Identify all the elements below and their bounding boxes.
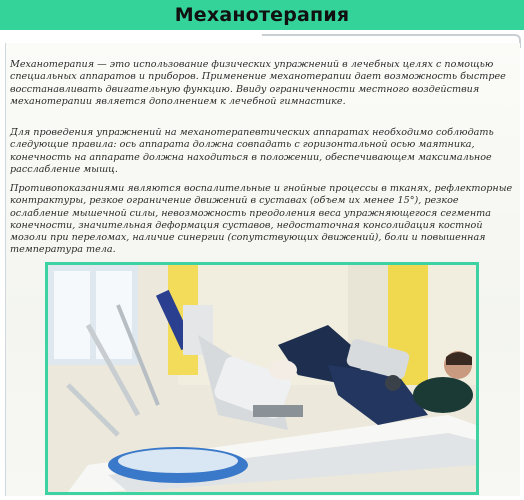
paragraph-definition: Механотерапия — это использование физических упражнений в лечебных целях с помощью специальных аппаратов и приборов. Применение механотерапии дает возможность быстрее восстанавливать двигательную функцию. Ввиду ограниченности местного воздействия механотерапии является дополнением к лечебной гимнастике. (10, 59, 506, 107)
mechanotherapy-photo (45, 262, 479, 495)
photo-illustration (48, 265, 476, 492)
page-title: Механотерапия (174, 4, 350, 26)
paragraph-rules: Для проведения упражнений на механотерапевтических аппаратах необходимо соблюдать следующие правила: ось аппарата должна совпадать с горизонтальной осью маятника, конечность на аппарате должна находиться в положении, обеспечивающем максимальное расслабление мышц. (10, 127, 494, 175)
title-bar (0, 0, 524, 30)
paragraph-contraindications: Противопоказаниями являются воспалительные и гнойные процессы в тканях, рефлекторные контрактуры, резкое ограничение движений в суставах (объем их менее 15°), резкое ослабление мышечной силы, невозможность преодоления веса упражняющегося сегмента конечности, значительная деформация суставов, недостаточная консолидация костной мозоли при переломах, наличие синергии (сопутствующих движений), боли и повышенная температура тела. (10, 183, 513, 256)
